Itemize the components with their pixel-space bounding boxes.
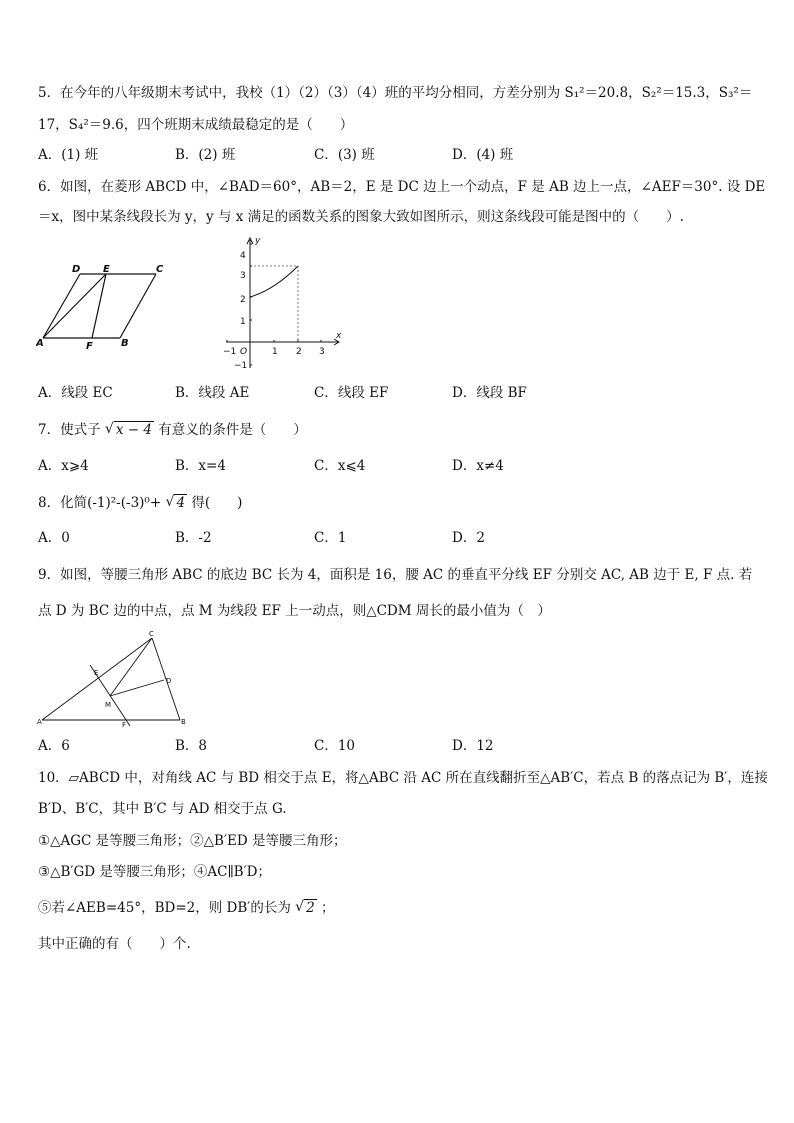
q9-option-b: B．8 [175, 738, 208, 754]
y-tick-label: 4 [240, 251, 246, 261]
label-e: E [94, 669, 99, 677]
label-d: D [166, 677, 172, 685]
q7-option-d: D．x≠4 [452, 458, 504, 474]
q6-rhombus-figure [36, 262, 176, 352]
origin-label: O [240, 347, 248, 357]
label-f: F [122, 721, 127, 728]
y-tick-label: 2 [240, 295, 246, 305]
segment-dm [110, 680, 164, 696]
q6-option-d: D．线段 BF [452, 385, 527, 401]
q5-stem-line2: 17，S₄²＝9.6，四个班期末成绩最稳定的是（ ） [38, 117, 354, 133]
label-a: A [36, 338, 44, 349]
q10-statement-1-2: ①△AGC 是等腰三角形；②△B′ED 是等腰三角形； [38, 833, 347, 849]
label-a: A [37, 718, 42, 726]
q9-stem-line1: 9．如图，等腰三角形 ABC 的底边 BC 长为 4，面积是 16，腰 AC 的垂直平分线 EF 分别交 AC, AB 边于 E, F 点. 若 [38, 567, 753, 583]
q5-option-d: D．(4) 班 [452, 147, 514, 163]
label-d: D [72, 264, 81, 275]
x-tick-label: 3 [319, 347, 325, 357]
q7-prefix: 7．使式子 [38, 422, 101, 438]
q8-suffix: 得( ) [191, 495, 243, 511]
segment-ef [92, 274, 106, 338]
q8-option-d: D．2 [452, 530, 485, 546]
q9-option-a: A．6 [38, 738, 70, 754]
q6-function-graph [222, 234, 348, 374]
q8-option-b: B．-2 [175, 530, 212, 546]
q7-stem [38, 421, 307, 439]
q6-option-b: B．线段 AE [175, 385, 250, 401]
q8-stem [38, 494, 242, 512]
q5-stem-line1: 5．在今年的八年级期末考试中，我校（1）（2）（3）（4）班的平均分相同，方差分别为 S₁²＝20.8，S₂²＝15.3，S₃²＝ [38, 85, 753, 101]
q8-option-a: A．0 [38, 530, 70, 546]
q8-radicand: 4 [176, 495, 186, 511]
q9-option-d: D．12 [452, 738, 494, 754]
q7-option-c: C．x⩽4 [314, 458, 366, 474]
q10-statement-5-suffix: ； [321, 900, 335, 916]
x-tick-label: 2 [296, 347, 302, 357]
rhombus-side-bc [120, 274, 156, 338]
q10-question: 其中正确的有（ ）个. [38, 936, 191, 952]
label-b: B [181, 718, 186, 726]
q8-prefix: 8．化简(-1)²-(-3)⁰+ [38, 495, 162, 511]
q10-statement-3-4: ③△B′GD 是等腰三角形；④AC∥B′D； [38, 864, 271, 880]
q10-stem-line1: 10．▱ABCD 中，对角线 AC 与 BD 相交于点 E，将△ABC 沿 AC 所在直线翻折至△AB′C，若点 B 的落点记为 B′，连接 [38, 770, 768, 786]
x-tick-label: −1 [223, 347, 237, 357]
q9-triangle-figure [34, 628, 194, 728]
q6-option-a: A．线段 EC [38, 385, 113, 401]
side-ac [42, 638, 152, 720]
function-curve [250, 266, 298, 297]
q5-option-c: C．(3) 班 [314, 147, 375, 163]
q10-stem-line2: B′D、B′C，其中 B′C 与 AD 相交于点 G. [38, 801, 287, 817]
q9-stem-line2: 点 D 为 BC 边的中点，点 M 为线段 EF 上一动点，则△CDM 周长的最小值为（ ） [38, 603, 551, 619]
q5-option-b: B．(2) 班 [175, 147, 236, 163]
q7-option-b: B．x=4 [175, 458, 226, 474]
label-m: M [105, 701, 112, 709]
q6-option-c: C．线段 EF [314, 385, 389, 401]
y-tick-label: 3 [240, 271, 246, 281]
q10-statement-5-prefix: ⑤若∠AEB=45°，BD=2，则 DB′的长为 [38, 900, 291, 916]
label-c: C [149, 630, 154, 638]
y-tick-label: −1 [234, 361, 248, 371]
y-tick-label: 1 [240, 317, 246, 327]
q10-radicand: 2 [306, 900, 315, 916]
q9-option-c: C．10 [314, 738, 356, 754]
label-e: E [103, 264, 110, 275]
label-b: B [121, 338, 129, 349]
label-f: F [86, 341, 93, 352]
q10-statement-5 [38, 899, 335, 917]
label-c: C [156, 264, 164, 275]
q7-option-a: A．x⩾4 [38, 458, 89, 474]
segment-cm [110, 638, 152, 696]
q10-sqrt: √ 2 [295, 899, 315, 916]
q6-stem-line2: ＝x，图中某条线段长为 y，y 与 x 满足的函数关系的图象大致如图所示，则这条线段可能是图中的（ ）. [38, 209, 684, 225]
q8-option-c: C．1 [314, 530, 347, 546]
q5-option-a: A．(1) 班 [38, 147, 99, 163]
y-axis-label: y [255, 236, 261, 246]
x-axis-label: x [336, 331, 342, 341]
q6-stem-line1: 6．如图，在菱形 ABCD 中，∠BAD＝60°，AB＝2，E 是 DC 边上一个动点，F 是 AB 边上一点，∠AEF＝30°. 设 DE [38, 179, 766, 195]
q7-radicand: x − 4 [115, 422, 152, 438]
q7-suffix: 有意义的条件是（ ） [158, 422, 307, 438]
q8-sqrt: √ 4 [165, 494, 186, 511]
q7-sqrt: √ x − 4 [104, 421, 152, 438]
x-tick-label: 1 [272, 347, 278, 357]
